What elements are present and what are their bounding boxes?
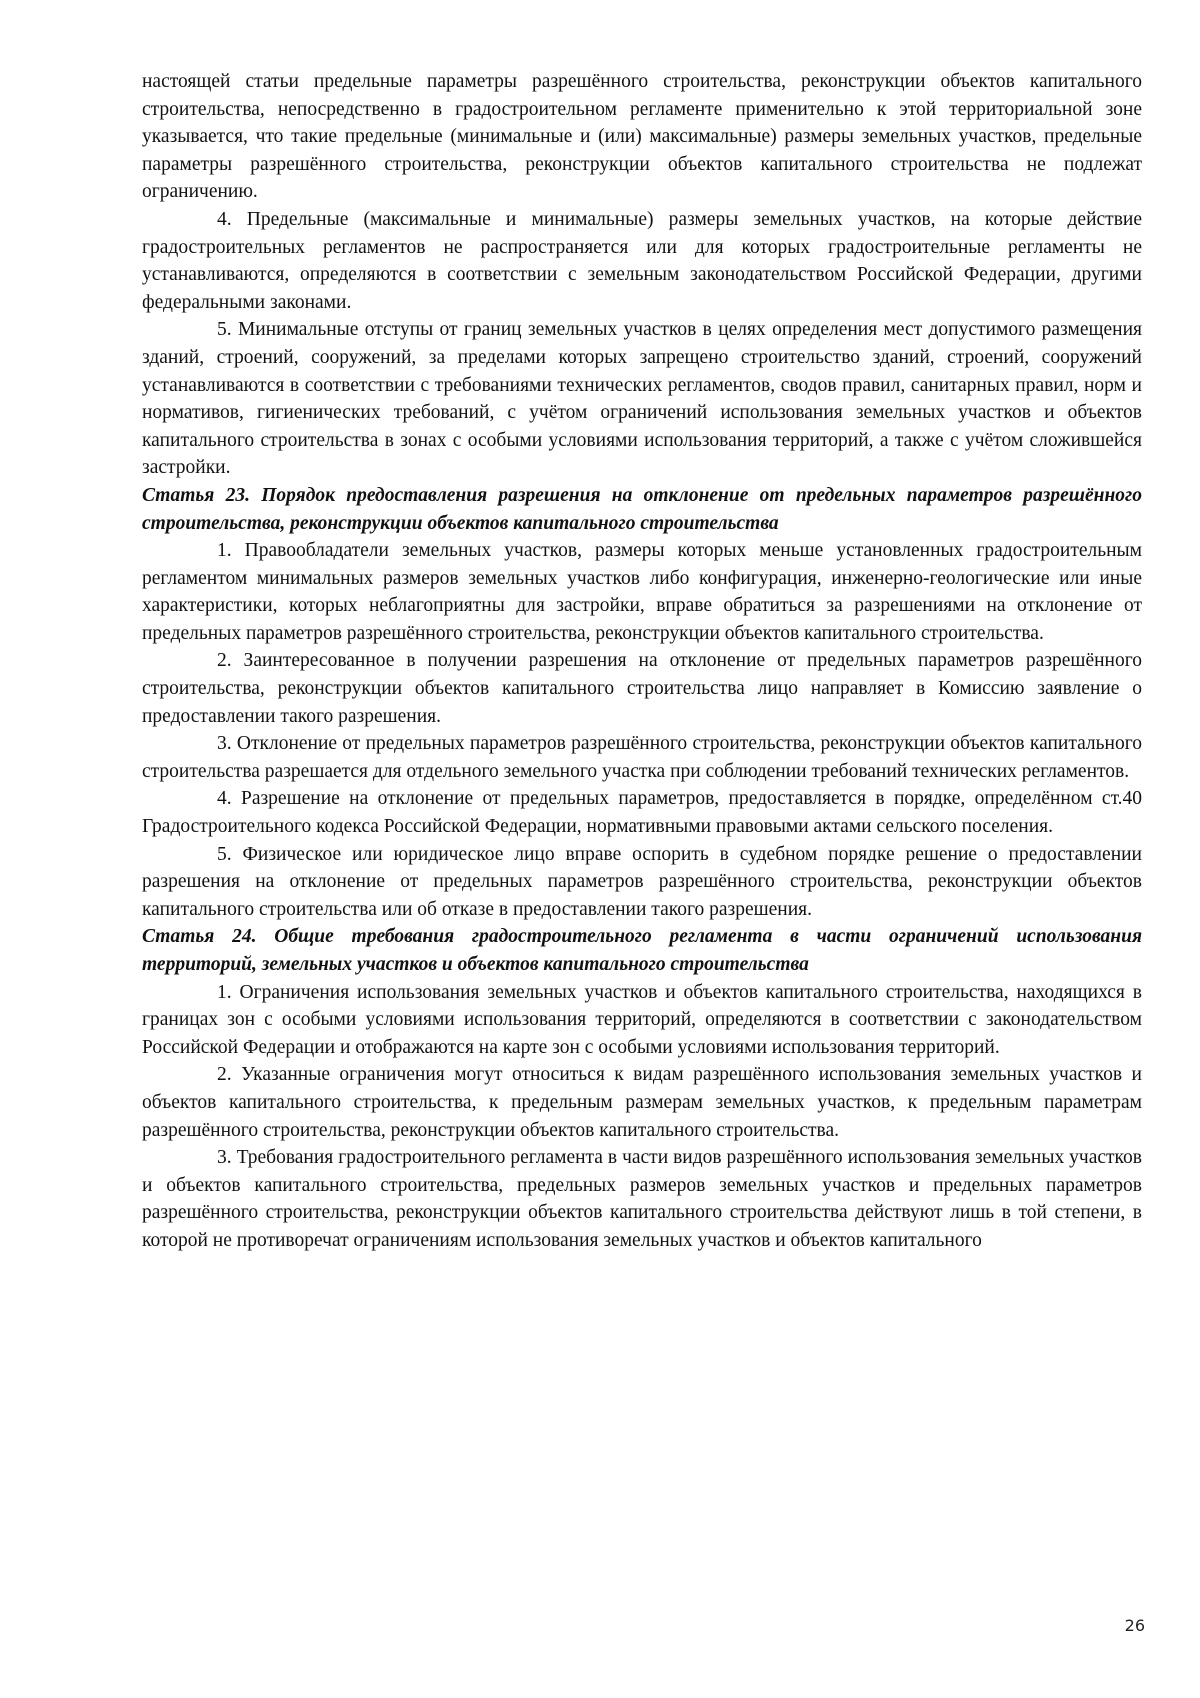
- paragraph-item-5: 5. Минимальные отступы от границ земельных участков в целях определения мест допустимого размещения зданий, строений, сооружений, за пределами которых запрещено строительство зданий, строений, сооружений устанавливаются в соответствии с требованиями технических регламентов, сводов правил, санитарных правил, норм и нормативов, гигиенических требований, с учётом ограничений использования земельных участков и объектов капитального строительства в зонах с особыми условиями использования территорий, а также с учётом сложившейся застройки.: [142, 319, 1142, 479]
- article-24-item-3: 3. Требования градостроительного регламента в части видов разрешённого использования земельных участков и объектов капитального строительства, предельных размеров земельных участков и предельных параметров разрешённого строительства, реконструкции объектов капитального строительства действуют лишь в той степени, в которой не противоречат ограничениям использования земельных участков и объектов капитального: [142, 1147, 1142, 1251]
- article-24-heading: Статья 24. Общие требования градостроительного регламента в части ограничений использования территорий, земельных участков и объектов капитального строительства: [142, 926, 1142, 975]
- article-23-item-1: 1. Правообладатели земельных участков, размеры которых меньше установленных градостроительным регламентом минимальных размеров земельных участков либо конфигурация, инженерно-геологические или иные характеристики, которых неблагоприятны для застройки, вправе обратиться за разрешениями на отклонение от предельных параметров разрешённого строительства, реконструкции объектов капитального строительства.: [142, 540, 1142, 644]
- article-23-item-2: 2. Заинтересованное в получении разрешения на отклонение от предельных параметров разрешённого строительства, реконструкции объектов капитального строительства лицо направляет в Комиссию заявление о предоставлении такого разрешения.: [142, 650, 1142, 727]
- document-page: [142, 68, 1142, 1255]
- article-23-heading: Статья 23. Порядок предоставления разрешения на отклонение от предельных параметров разрешённого строительства, реконструкции объектов капитального строительства: [142, 484, 1142, 534]
- paragraph-item-4: 4. Предельные (максимальные и минимальные) размеры земельных участков, на которые действие градостроительных регламентов не распространяется или для которых градостроительные регламенты не устанавливаются, определяются в соответствии с земельным законодательством Российской Федерации, другими федеральными законами.: [142, 208, 1142, 313]
- article-24-item-2: 2. Указанные ограничения могут относиться к видам разрешённого использования земельных участков и объектов капитального строительства, к предельным размерам земельных участков, к предельным параметрам разрешённого строительства, реконструкции объектов капитального строительства.: [142, 1064, 1142, 1141]
- article-23-item-4: 4. Разрешение на отклонение от предельных параметров, предоставляется в порядке, определённом ст.40 Градостроительного кодекса Российской Федерации, нормативными правовыми актами сельского поселения.: [142, 788, 1142, 838]
- paragraph-continuation: настоящей статьи предельные параметры разрешённого строительства, реконструкции объектов капитального строительства, непосредственно в градостроительном регламенте применительно к этой территориальной зоне указывается, что такие предельные (минимальные и (или) максимальные) размеры земельных участков, предельные параметры разрешённого строительства, реконструкции объектов капитального строительства не подлежат ограничению.: [142, 71, 1142, 203]
- article-24-item-1: 1. Ограничения использования земельных участков и объектов капитального строительства, находящихся в границах зон с особыми условиями использования территорий, определяются в соответствии с законодательством Российской Федерации и отображаются на карте зон с особыми условиями использования территорий.: [142, 981, 1142, 1058]
- article-23-item-3: 3. Отклонение от предельных параметров разрешённого строительства, реконструкции объектов капитального строительства разрешается для отдельного земельного участка при соблюдении требований технических регламентов.: [142, 733, 1142, 782]
- article-23-item-5: 5. Физическое или юридическое лицо вправе оспорить в судебном порядке решение о предоставлении разрешения на отклонение от предельных параметров разрешённого строительства, реконструкции объектов капитального строительства или об отказе в предоставлении такого разрешения.: [142, 843, 1142, 920]
- page-number: 26: [1124, 1616, 1145, 1635]
